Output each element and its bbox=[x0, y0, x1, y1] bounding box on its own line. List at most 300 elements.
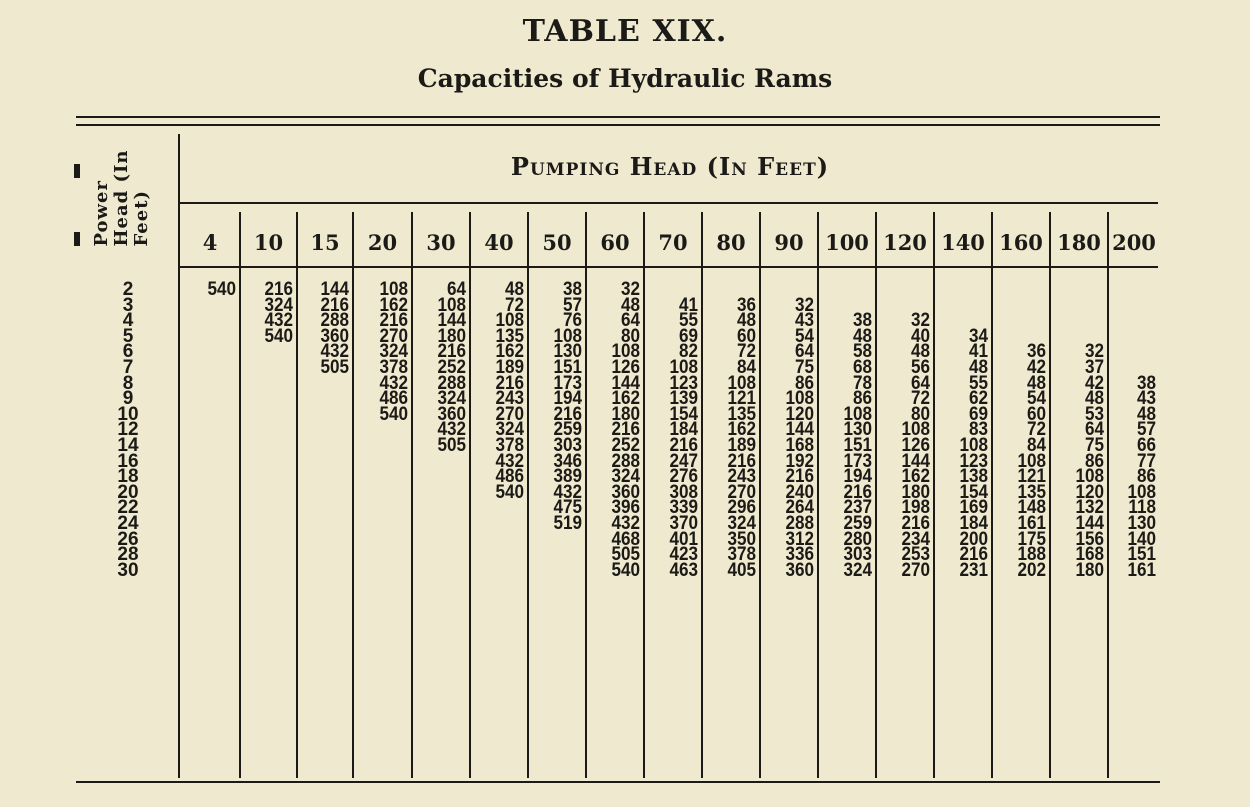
data-column bbox=[1057, 282, 1104, 581]
table-cell: 135 bbox=[1017, 481, 1046, 503]
table-cell: 243 bbox=[495, 388, 524, 410]
vline bbox=[1107, 212, 1109, 778]
table-cell bbox=[999, 298, 1046, 314]
table-cell: 202 bbox=[1017, 559, 1046, 581]
pumping-head-label-text: Pumping Head (In Feet) bbox=[510, 152, 830, 181]
table-cell: 135 bbox=[495, 325, 524, 347]
table-cell: 540 bbox=[379, 403, 408, 425]
table-cell bbox=[304, 563, 349, 579]
table-cell bbox=[187, 516, 236, 532]
table-cell: 252 bbox=[611, 434, 640, 456]
table-cell: 324 bbox=[843, 559, 872, 581]
power-head-value: 6 bbox=[122, 341, 134, 363]
table-cell: 240 bbox=[785, 481, 814, 503]
table-cell bbox=[304, 438, 349, 454]
table-cell: 192 bbox=[785, 450, 814, 472]
table-cell: 68 bbox=[852, 356, 872, 378]
table-cell: 162 bbox=[495, 341, 524, 363]
table-cell bbox=[187, 500, 236, 516]
table-cell: 48 bbox=[852, 325, 872, 347]
table-cell bbox=[304, 454, 349, 470]
vline bbox=[239, 212, 241, 778]
data-column bbox=[477, 279, 524, 578]
table-cell bbox=[247, 422, 293, 438]
table-cell: 216 bbox=[495, 372, 524, 394]
table-cell: 108 bbox=[785, 388, 814, 410]
table-cell: 189 bbox=[495, 356, 524, 378]
table-cell: 216 bbox=[611, 419, 640, 441]
table-cell: 324 bbox=[727, 512, 756, 534]
table-cell: 312 bbox=[785, 528, 814, 550]
table-cell: 161 bbox=[1127, 559, 1156, 581]
power-head-label bbox=[66, 136, 178, 260]
table-cell bbox=[304, 532, 349, 548]
table-cell: 48 bbox=[736, 310, 756, 332]
table-cell: 378 bbox=[727, 544, 756, 566]
table-cell: 216 bbox=[264, 279, 293, 300]
table-cell: 108 bbox=[901, 419, 930, 441]
vline bbox=[875, 212, 877, 778]
table-cell: 32 bbox=[620, 279, 640, 300]
table-cell bbox=[187, 376, 236, 392]
table-cell bbox=[304, 500, 349, 516]
table-cell: 216 bbox=[785, 466, 814, 488]
table-cell: 401 bbox=[669, 528, 698, 550]
table-cell: 138 bbox=[959, 466, 988, 488]
table-cell: 108 bbox=[1127, 481, 1156, 503]
table-cell: 75 bbox=[1084, 434, 1104, 456]
table-cell: 53 bbox=[1084, 403, 1104, 425]
table-cell bbox=[304, 547, 349, 563]
table-cell: 108 bbox=[611, 341, 640, 363]
table-cell: 264 bbox=[785, 497, 814, 519]
table-cell: 108 bbox=[379, 279, 408, 300]
table-cell: 270 bbox=[495, 403, 524, 425]
table-cell bbox=[477, 547, 524, 563]
table-cell: 175 bbox=[1017, 528, 1046, 550]
table-cell bbox=[419, 485, 466, 501]
table-cell: 126 bbox=[901, 434, 930, 456]
table-cell: 324 bbox=[495, 419, 524, 441]
table-cell: 194 bbox=[553, 388, 582, 410]
table-cell: 432 bbox=[437, 419, 466, 441]
margin-mark bbox=[74, 232, 80, 246]
table-cell bbox=[247, 516, 293, 532]
table-cell: 184 bbox=[959, 512, 988, 534]
table-cell bbox=[187, 563, 236, 579]
table-cell bbox=[247, 438, 293, 454]
table-cell bbox=[187, 407, 236, 423]
table-cell: 288 bbox=[785, 512, 814, 534]
table-cell: 324 bbox=[264, 294, 293, 316]
table-cell: 148 bbox=[1017, 497, 1046, 519]
column-heading: 50 bbox=[542, 230, 572, 255]
table-cell bbox=[535, 563, 582, 579]
table-cell: 468 bbox=[611, 528, 640, 550]
table-cell: 540 bbox=[207, 279, 236, 300]
table-cell: 324 bbox=[379, 341, 408, 363]
table-cell: 423 bbox=[669, 544, 698, 566]
table-cell: 69 bbox=[968, 403, 988, 425]
table-cell: 308 bbox=[669, 481, 698, 503]
table-cell bbox=[941, 298, 988, 314]
table-cell bbox=[1115, 298, 1156, 314]
table-cell bbox=[187, 454, 236, 470]
data-column bbox=[651, 282, 698, 581]
table-cell bbox=[304, 469, 349, 485]
table-cell: 66 bbox=[1136, 434, 1156, 456]
table-cell: 108 bbox=[1017, 450, 1046, 472]
table-cell bbox=[1115, 282, 1156, 298]
table-cell: 57 bbox=[562, 294, 582, 316]
vline bbox=[352, 212, 354, 778]
table-cell: 72 bbox=[504, 294, 524, 316]
table-cell bbox=[187, 329, 236, 345]
table-cell bbox=[247, 391, 293, 407]
table-cell: 77 bbox=[1136, 450, 1156, 472]
data-column bbox=[304, 279, 349, 578]
data-column bbox=[767, 282, 814, 581]
table-cell: 234 bbox=[901, 528, 930, 550]
table-cell: 86 bbox=[1136, 466, 1156, 488]
table-cell: 270 bbox=[727, 481, 756, 503]
column-heading: 80 bbox=[716, 230, 746, 255]
power-head-value: 28 bbox=[117, 544, 139, 566]
power-head-value: 10 bbox=[117, 403, 139, 425]
table-cell: 216 bbox=[727, 450, 756, 472]
table-cell: 303 bbox=[843, 544, 872, 566]
table-cell bbox=[247, 407, 293, 423]
table-cell: 108 bbox=[669, 356, 698, 378]
power-head-value: 9 bbox=[122, 388, 134, 410]
column-heading: 30 bbox=[426, 230, 456, 255]
table-cell: 108 bbox=[1075, 466, 1104, 488]
table-cell: 123 bbox=[959, 450, 988, 472]
power-head-value: 7 bbox=[122, 356, 134, 378]
table-cell: 346 bbox=[553, 450, 582, 472]
table-cell: 151 bbox=[1127, 544, 1156, 566]
table-cell bbox=[477, 532, 524, 548]
table-cell: 486 bbox=[379, 388, 408, 410]
table-cell bbox=[187, 360, 236, 376]
table-cell: 168 bbox=[1075, 544, 1104, 566]
table-cell: 154 bbox=[669, 403, 698, 425]
data-column bbox=[360, 279, 408, 578]
table-cell: 162 bbox=[727, 419, 756, 441]
table-cell: 360 bbox=[320, 325, 349, 347]
table-cell: 144 bbox=[785, 419, 814, 441]
table-cell: 108 bbox=[727, 372, 756, 394]
table-cell: 360 bbox=[611, 481, 640, 503]
data-column bbox=[593, 279, 640, 581]
table-cell: 188 bbox=[1017, 544, 1046, 566]
table-cell: 405 bbox=[727, 559, 756, 581]
column-heading: 40 bbox=[484, 230, 514, 255]
power-head-value: 24 bbox=[117, 512, 139, 534]
table-cell: 162 bbox=[611, 388, 640, 410]
table-cell: 130 bbox=[843, 419, 872, 441]
table-cell: 253 bbox=[901, 544, 930, 566]
table-cell: 389 bbox=[553, 466, 582, 488]
table-cell: 144 bbox=[320, 279, 349, 300]
table-cell: 336 bbox=[785, 544, 814, 566]
data-column bbox=[941, 282, 988, 581]
power-head-value: 14 bbox=[117, 434, 139, 456]
table-cell: 140 bbox=[1127, 528, 1156, 550]
bottom-rule bbox=[76, 781, 1160, 783]
table-cell bbox=[304, 516, 349, 532]
table-cell: 32 bbox=[910, 310, 930, 332]
table-cell: 259 bbox=[843, 512, 872, 534]
data-column bbox=[535, 279, 582, 578]
table-cell: 130 bbox=[553, 341, 582, 363]
table-cell: 84 bbox=[1026, 434, 1046, 456]
table-cell bbox=[1115, 313, 1156, 329]
table-cell bbox=[187, 313, 236, 329]
column-heading: 100 bbox=[825, 230, 869, 255]
power-head-label-line3: Feet) bbox=[131, 189, 152, 247]
table-cell: 38 bbox=[852, 310, 872, 332]
table-cell bbox=[999, 282, 1046, 298]
table-cell: 84 bbox=[736, 356, 756, 378]
table-cell bbox=[419, 500, 466, 516]
table-cell bbox=[419, 516, 466, 532]
table-cell: 64 bbox=[446, 279, 466, 300]
table-cell bbox=[187, 391, 236, 407]
table-cell: 76 bbox=[562, 310, 582, 332]
data-column bbox=[825, 282, 872, 581]
table-cell: 432 bbox=[553, 481, 582, 503]
table-cell bbox=[187, 344, 236, 360]
vline bbox=[585, 212, 587, 778]
table-cell: 151 bbox=[553, 356, 582, 378]
table-cell: 48 bbox=[968, 356, 988, 378]
table-cell: 505 bbox=[320, 356, 349, 378]
table-cell: 216 bbox=[669, 434, 698, 456]
table-cell: 216 bbox=[379, 310, 408, 332]
table-cell: 120 bbox=[1075, 481, 1104, 503]
table-cell: 58 bbox=[852, 341, 872, 363]
table-cell bbox=[1057, 282, 1104, 298]
table-cell: 86 bbox=[1084, 450, 1104, 472]
data-column bbox=[419, 279, 466, 578]
table-cell: 288 bbox=[437, 372, 466, 394]
table-cell: 108 bbox=[495, 310, 524, 332]
data-column bbox=[247, 279, 293, 578]
table-cell: 72 bbox=[1026, 419, 1046, 441]
table-cell: 36 bbox=[736, 294, 756, 316]
table-cell: 38 bbox=[1136, 372, 1156, 394]
table-cell: 432 bbox=[611, 512, 640, 534]
table-cell bbox=[360, 438, 408, 454]
power-head-value: 30 bbox=[117, 559, 139, 581]
table-cell: 540 bbox=[264, 325, 293, 347]
power-head-value: 22 bbox=[117, 497, 139, 519]
table-cell: 72 bbox=[910, 388, 930, 410]
table-cell: 121 bbox=[727, 388, 756, 410]
table-cell: 252 bbox=[437, 356, 466, 378]
table-cell bbox=[419, 563, 466, 579]
vline bbox=[411, 212, 413, 778]
table-cell: 396 bbox=[611, 497, 640, 519]
table-cell bbox=[187, 438, 236, 454]
power-head-label-line2: Head (In bbox=[111, 149, 132, 247]
table-cell: 180 bbox=[1075, 559, 1104, 581]
table-cell: 270 bbox=[379, 325, 408, 347]
table-cell: 432 bbox=[264, 310, 293, 332]
table-cell: 324 bbox=[437, 388, 466, 410]
column-heading: 120 bbox=[883, 230, 927, 255]
table-cell: 350 bbox=[727, 528, 756, 550]
table-cell bbox=[304, 407, 349, 423]
table-cell bbox=[419, 532, 466, 548]
table-cell: 180 bbox=[611, 403, 640, 425]
table-cell bbox=[247, 547, 293, 563]
table-cell: 144 bbox=[1075, 512, 1104, 534]
power-head-value: 5 bbox=[122, 325, 134, 347]
column-heading: 4 bbox=[202, 230, 218, 255]
table-cell bbox=[360, 547, 408, 563]
table-cell: 243 bbox=[727, 466, 756, 488]
column-heading: 90 bbox=[774, 230, 804, 255]
table-cell: 64 bbox=[910, 372, 930, 394]
table-cell bbox=[883, 282, 930, 298]
table-cell: 144 bbox=[901, 450, 930, 472]
table-cell bbox=[999, 313, 1046, 329]
vline bbox=[933, 212, 935, 778]
vline bbox=[469, 212, 471, 778]
table-cell: 540 bbox=[495, 481, 524, 503]
vline bbox=[643, 212, 645, 778]
table-cell: 41 bbox=[968, 341, 988, 363]
table-cell: 189 bbox=[727, 434, 756, 456]
table-cell: 432 bbox=[320, 341, 349, 363]
table-cell: 162 bbox=[901, 466, 930, 488]
table-cell: 48 bbox=[1136, 403, 1156, 425]
table-cell bbox=[360, 454, 408, 470]
margin-mark bbox=[74, 164, 80, 178]
table-cell: 132 bbox=[1075, 497, 1104, 519]
pumping-head-label bbox=[180, 152, 1160, 181]
table-cell: 55 bbox=[678, 310, 698, 332]
table-cell bbox=[304, 391, 349, 407]
table-cell: 62 bbox=[968, 388, 988, 410]
table-cell: 42 bbox=[1026, 356, 1046, 378]
table-cell: 463 bbox=[669, 559, 698, 581]
table-cell bbox=[304, 422, 349, 438]
table-cell: 505 bbox=[437, 434, 466, 456]
table-cell: 173 bbox=[843, 450, 872, 472]
table-cell: 270 bbox=[901, 559, 930, 581]
power-head-value: 20 bbox=[117, 481, 139, 503]
table-cell bbox=[1057, 298, 1104, 314]
table-cell: 180 bbox=[901, 481, 930, 503]
table-subtitle: Capacities of Hydraulic Rams bbox=[417, 64, 833, 93]
table-cell: 216 bbox=[320, 294, 349, 316]
table-cell: 200 bbox=[959, 528, 988, 550]
table-cell: 69 bbox=[678, 325, 698, 347]
table-cell: 144 bbox=[437, 310, 466, 332]
table-cell: 64 bbox=[794, 341, 814, 363]
table-cell: 216 bbox=[843, 481, 872, 503]
table-cell bbox=[187, 422, 236, 438]
table-cell bbox=[247, 469, 293, 485]
table-cell: 34 bbox=[968, 325, 988, 347]
table-cell bbox=[187, 485, 236, 501]
power-head-value: 16 bbox=[117, 450, 139, 472]
table-cell: 168 bbox=[785, 434, 814, 456]
table-cell bbox=[941, 282, 988, 298]
table-cell: 378 bbox=[379, 356, 408, 378]
vline bbox=[759, 212, 761, 778]
data-column bbox=[883, 282, 930, 581]
table-cell: 108 bbox=[843, 403, 872, 425]
table-cell bbox=[360, 516, 408, 532]
table-cell: 130 bbox=[1127, 512, 1156, 534]
table-cell bbox=[247, 376, 293, 392]
pumping-head-rule bbox=[180, 202, 1158, 204]
table-cell: 194 bbox=[843, 466, 872, 488]
table-cell bbox=[360, 485, 408, 501]
table-cell: 360 bbox=[785, 559, 814, 581]
table-cell: 80 bbox=[910, 403, 930, 425]
table-cell: 432 bbox=[495, 450, 524, 472]
table-cell: 216 bbox=[901, 512, 930, 534]
power-head-value: 12 bbox=[117, 419, 139, 441]
table-cell: 475 bbox=[553, 497, 582, 519]
vline bbox=[527, 212, 529, 778]
table-cell: 296 bbox=[727, 497, 756, 519]
table-cell: 162 bbox=[379, 294, 408, 316]
table-cell: 56 bbox=[910, 356, 930, 378]
vline bbox=[817, 212, 819, 778]
table-cell: 48 bbox=[620, 294, 640, 316]
table-cell: 339 bbox=[669, 497, 698, 519]
column-heading: 10 bbox=[253, 230, 284, 255]
table-cell bbox=[247, 532, 293, 548]
table-cell bbox=[247, 563, 293, 579]
header-rule bbox=[180, 266, 1158, 268]
table-cell: 54 bbox=[1026, 388, 1046, 410]
power-head-column bbox=[98, 279, 158, 581]
column-heading: 70 bbox=[658, 230, 688, 255]
table-cell bbox=[247, 360, 293, 376]
table-cell: 486 bbox=[495, 466, 524, 488]
table-cell: 216 bbox=[437, 341, 466, 363]
table-cell: 48 bbox=[504, 279, 524, 300]
table-cell bbox=[1115, 344, 1156, 360]
table-cell: 108 bbox=[437, 294, 466, 316]
table-cell: 288 bbox=[320, 310, 349, 332]
vline bbox=[296, 212, 298, 778]
table-cell bbox=[360, 469, 408, 485]
power-head-value: 4 bbox=[122, 310, 134, 332]
table-cell: 118 bbox=[1128, 497, 1156, 519]
top-rule-1 bbox=[76, 116, 1160, 118]
table-cell: 42 bbox=[1084, 372, 1104, 394]
table-cell: 32 bbox=[1084, 341, 1104, 363]
table-cell: 288 bbox=[611, 450, 640, 472]
table-cell bbox=[247, 485, 293, 501]
table-cell bbox=[477, 516, 524, 532]
table-cell: 60 bbox=[736, 325, 756, 347]
table-cell bbox=[477, 563, 524, 579]
column-heading: 15 bbox=[310, 230, 340, 255]
table-cell bbox=[360, 532, 408, 548]
table-cell bbox=[187, 532, 236, 548]
table-cell: 247 bbox=[669, 450, 698, 472]
table-cell: 180 bbox=[437, 325, 466, 347]
